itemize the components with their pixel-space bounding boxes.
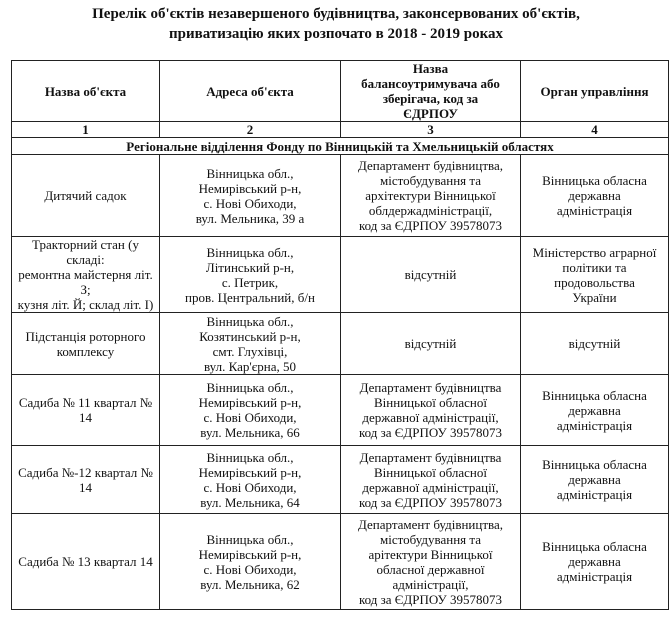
holder-cell: відсутній [341,237,521,313]
authority-cell: Вінницька обласна державна адміністрація [521,514,669,610]
address-cell: Вінницька обл., Козятинський р-н, смт. Глухівці, вул. Кар'єрна, 50 [160,313,341,375]
holder-cell: Департамент будівництва, містобудування та архітектури Вінницької облдержадміністрації, код за ЄДРПОУ 39578073 [341,155,521,237]
column-number: 4 [521,122,669,138]
title-line-2: приватизацію яких розпочато в 2018 - 2019 роках [168,26,504,42]
header-object-name: Назва об'єкта [12,61,160,122]
header-authority: Орган управління [521,61,669,122]
header-row [12,61,669,122]
address-cell: Вінницька обл., Літинський р-н, с. Петрик, пров. Центральний, б/н [160,237,341,313]
object-name-cell: Садиба № 13 квартал 14 [12,514,160,610]
document-title [0,4,672,44]
object-name-cell: Підстанція роторного комплексу [12,313,160,375]
authority-cell: Вінницька обласна державна адміністрація [521,446,669,514]
object-name-cell: Дитячий садок [12,155,160,237]
authority-cell: відсутній [521,313,669,375]
authority-cell: Вінницька обласна державна адміністрація [521,155,669,237]
holder-cell: відсутній [341,313,521,375]
title-line-1: Перелік об'єктів незавершеного будівництва, законсервованих об'єктів, [92,6,580,22]
column-number: 2 [160,122,341,138]
authority-cell: Міністерство аграрної політики та продовольства України [521,237,669,313]
address-cell: Вінницька обл., Немирівський р-н, с. Нові Обиходи, вул. Мельника, 62 [160,514,341,610]
table-row [12,514,669,610]
table-row [12,375,669,446]
object-name-cell: Садиба №-12 квартал № 14 [12,446,160,514]
column-number-row [12,122,669,138]
object-name-cell: Садиба № 11 квартал № 14 [12,375,160,446]
address-cell: Вінницька обл., Немирівський р-н, с. Нові Обиходи, вул. Мельника, 64 [160,446,341,514]
region-row [12,138,669,155]
header-address: Адреса об'єкта [160,61,341,122]
holder-cell: Департамент будівництва Вінницької обласної державної адміністрації, код за ЄДРПОУ 39578073 [341,446,521,514]
table-row [12,446,669,514]
column-number: 1 [12,122,160,138]
column-number: 3 [341,122,521,138]
table-row [12,155,669,237]
objects-table [11,60,669,610]
address-cell: Вінницька обл., Немирівський р-н, с. Нові Обиходи, вул. Мельника, 39 а [160,155,341,237]
authority-cell: Вінницька обласна державна адміністрація [521,375,669,446]
object-name-cell: Тракторний стан (у складі: ремонтна майстерня літ. З; кузня літ. Й; склад літ. І) [12,237,160,313]
holder-cell: Департамент будівництва Вінницької обласної державної адміністрації, код за ЄДРПОУ 39578073 [341,375,521,446]
region-heading: Регіональне відділення Фонду по Вінницькій та Хмельницькій областях [12,138,669,155]
table-row [12,313,669,375]
address-cell: Вінницька обл., Немирівський р-н, с. Нові Обиходи, вул. Мельника, 66 [160,375,341,446]
table-row [12,237,669,313]
header-holder: Назва балансоутримувача або зберігача, код за ЄДРПОУ [341,61,521,122]
holder-cell: Департамент будівництва, містобудування та арітектури Вінницької обласної державної адміністрації, код за ЄДРПОУ 39578073 [341,514,521,610]
